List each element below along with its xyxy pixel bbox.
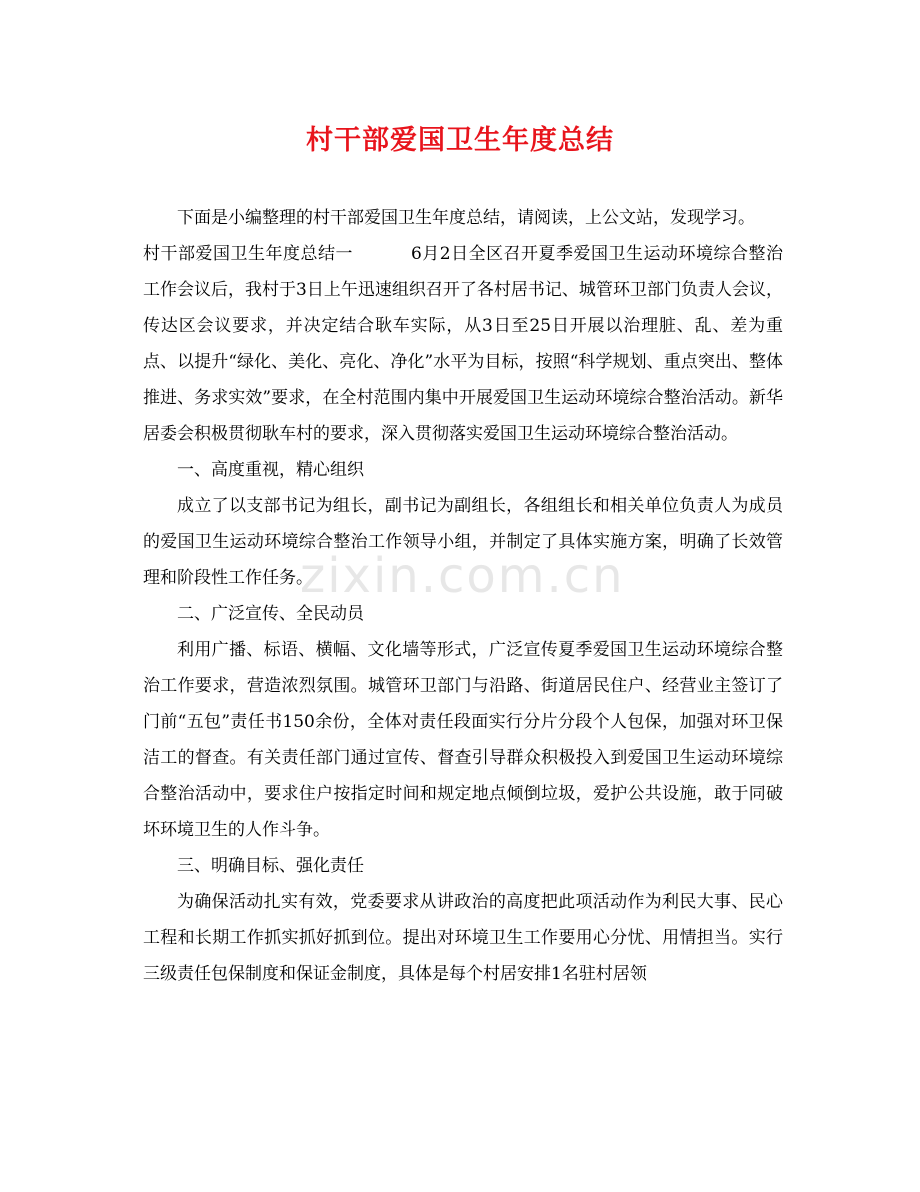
section-heading-1: 一、高度重视，精心组织 — [177, 460, 364, 480]
lead-paragraph — [143, 236, 783, 452]
section-paragraph-2: 利用广播、标语、横幅、文化墙等形式，广泛宣传夏季爱国卫生运动环境综合整治工作要求，营造浓烈氛围。城管环卫部门与沿路、街道居民住户、经营业主签订了门前“五包”责任书150余份，全体对责任段面实行分片分段个人包保，加强对环卫保洁工的督查。有关责任部门通过宣传、督查引导群众积极投入到爱国卫生运动环境综合整治活动中，要求住户按指定时间和规定地点倾倒垃圾，爱护公共设施，敢于同破坏环境卫生的人作斗争。 — [143, 640, 783, 840]
section-paragraph-1: 成立了以支部书记为组长，副书记为副组长，各组组长和相关单位负责人为成员的爱国卫生运动环境综合整治工作领导小组，并制定了具体实施方案，明确了长效管理和阶段性工作任务。 — [143, 496, 783, 588]
section-heading-2: 二、广泛宣传、全民动员 — [177, 604, 364, 624]
lead-label: 村干部爱国卫生年度总结一 — [143, 244, 353, 264]
document-title: 村干部爱国卫生年度总结 — [306, 125, 614, 156]
section-paragraph-3: 为确保活动扎实有效，党委要求从讲政治的高度把此项活动作为利民大事、民心工程和长期工作抓实抓好抓到位。提出对环境卫生工作要用心分忧、用情担当。实行三级责任包保制度和保证金制度，具体是每个村居安排1名驻村居领 — [143, 892, 783, 984]
lead-text: 6月2日全区召开夏季爱国卫生运动环境综合整治工作会议后，我村于3日上午迅速组织召开了各村居书记、城管环卫部门负责人会议，传达区会议要求，并决定结合耿车实际，从3日至25日开展以治理脏、乱、差为重点、以提升“绿化、美化、亮化、净化”水平为目标，按照“科学规划、重点突出、整体推进、务求实效”要求，在全村范围内集中开展爱国卫生运动环境综合整治活动。新华居委会积极贯彻耿车村的要求，深入贯彻落实爱国卫生运动环境综合整治活动。 — [143, 244, 783, 444]
section-heading-3: 三、明确目标、强化责任 — [177, 856, 364, 876]
watermark: zixin.com.cn — [300, 548, 625, 604]
intro-paragraph: 下面是小编整理的村干部爱国卫生年度总结，请阅读，上公文站，发现学习。 — [177, 208, 755, 228]
